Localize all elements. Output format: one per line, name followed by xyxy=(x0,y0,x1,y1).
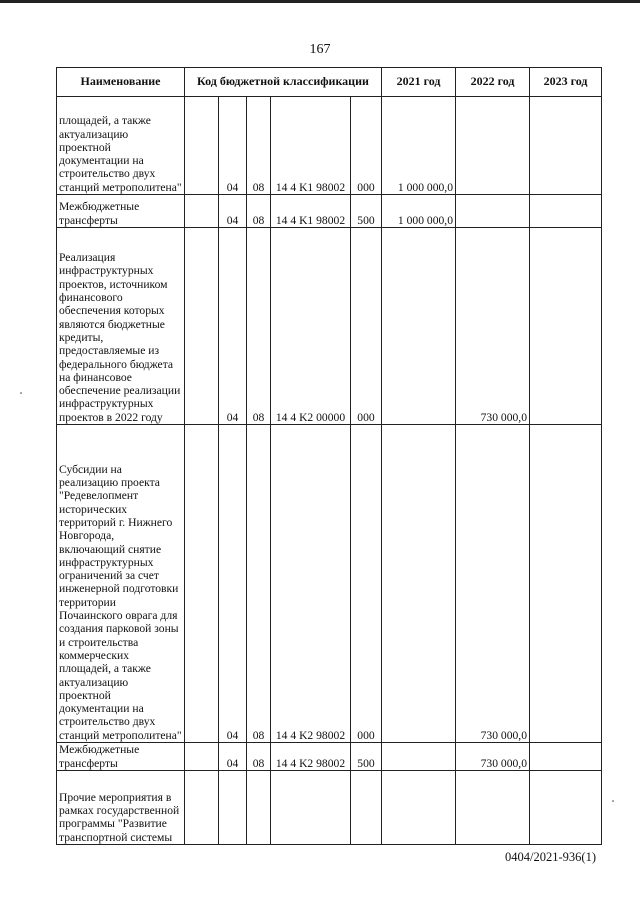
empty-cell xyxy=(185,771,219,845)
section-code: 04 xyxy=(219,228,247,425)
value-2021: 1 000 000,0 xyxy=(382,195,456,228)
value-2022: 730 000,0 xyxy=(456,743,530,771)
value-2023 xyxy=(530,425,602,743)
value-2022 xyxy=(456,97,530,195)
value-2023 xyxy=(530,97,602,195)
page-number: 167 xyxy=(309,42,331,57)
scan-speck xyxy=(20,392,22,394)
subsection-code: 08 xyxy=(247,97,271,195)
scan-speck xyxy=(612,800,614,802)
empty-cell xyxy=(185,195,219,228)
empty-cell xyxy=(185,743,219,771)
row-name: Межбюджетные трансферты xyxy=(57,743,185,771)
value-2023 xyxy=(530,228,602,425)
section-code xyxy=(219,771,247,845)
table-row xyxy=(57,97,602,195)
value-2023 xyxy=(530,743,602,771)
subsection-code: 08 xyxy=(247,743,271,771)
section-code: 04 xyxy=(219,743,247,771)
expense-type-code: 000 xyxy=(351,228,382,425)
header-2021: 2021 год xyxy=(382,68,456,97)
subsection-code: 08 xyxy=(247,425,271,743)
document-code: 0404/2021-936(1) xyxy=(505,850,596,864)
subsection-code xyxy=(247,771,271,845)
top-edge-line xyxy=(0,0,640,3)
header-name: Наименование xyxy=(57,68,185,97)
value-2023 xyxy=(530,771,602,845)
section-code: 04 xyxy=(219,97,247,195)
table-row xyxy=(57,195,602,228)
value-2021 xyxy=(382,228,456,425)
value-2023 xyxy=(530,195,602,228)
empty-cell xyxy=(185,228,219,425)
value-2022: 730 000,0 xyxy=(456,228,530,425)
header-2023: 2023 год xyxy=(530,68,602,97)
row-name: Субсидии на реализацию проекта "Редевелопмент исторических территорий г. Нижнего Новгорода, включающий снятие инфраструктурных ограничений за счет инженерной подготовки территории Почаинского оврага для создания парковой зоны и строительства коммерческих площадей, а также актуализацию проектной документации на строительство двух станций метрополитена" xyxy=(57,425,185,743)
row-name: Межбюджетные трансферты xyxy=(57,195,185,228)
value-2022 xyxy=(456,195,530,228)
budget-table xyxy=(56,67,602,845)
row-name: площадей, а также актуализацию проектной документации на строительство двух станций метрополитена" xyxy=(57,97,185,195)
row-name: Реализация инфраструктурных проектов, источником финансового обеспечения которых являются бюджетные кредиты, предоставляемые из федерального бюджета на финансовое обеспечение реализации инфраструктурных проектов в 2022 году xyxy=(57,228,185,425)
target-article-code: 14 4 K2 98002 xyxy=(271,425,351,743)
empty-cell xyxy=(185,425,219,743)
table-row xyxy=(57,425,602,743)
section-code: 04 xyxy=(219,195,247,228)
section-code: 04 xyxy=(219,425,247,743)
expense-type-code: 500 xyxy=(351,743,382,771)
value-2021 xyxy=(382,425,456,743)
expense-type-code: 500 xyxy=(351,195,382,228)
header-2022: 2022 год xyxy=(456,68,530,97)
target-article-code xyxy=(271,771,351,845)
table-header-row xyxy=(57,68,602,97)
row-name: Прочие мероприятия в рамках государственной программы "Развитие транспортной системы xyxy=(57,771,185,845)
value-2021: 1 000 000,0 xyxy=(382,97,456,195)
value-2022: 730 000,0 xyxy=(456,425,530,743)
value-2022 xyxy=(456,771,530,845)
value-2021 xyxy=(382,743,456,771)
target-article-code: 14 4 K1 98002 xyxy=(271,195,351,228)
subsection-code: 08 xyxy=(247,195,271,228)
table-row xyxy=(57,228,602,425)
target-article-code: 14 4 K2 00000 xyxy=(271,228,351,425)
empty-cell xyxy=(185,97,219,195)
target-article-code: 14 4 K2 98002 xyxy=(271,743,351,771)
table-row xyxy=(57,743,602,771)
table-row xyxy=(57,771,602,845)
header-code: Код бюджетной классификации xyxy=(185,68,382,97)
expense-type-code: 000 xyxy=(351,425,382,743)
expense-type-code xyxy=(351,771,382,845)
value-2021 xyxy=(382,771,456,845)
target-article-code: 14 4 K1 98002 xyxy=(271,97,351,195)
subsection-code: 08 xyxy=(247,228,271,425)
expense-type-code: 000 xyxy=(351,97,382,195)
